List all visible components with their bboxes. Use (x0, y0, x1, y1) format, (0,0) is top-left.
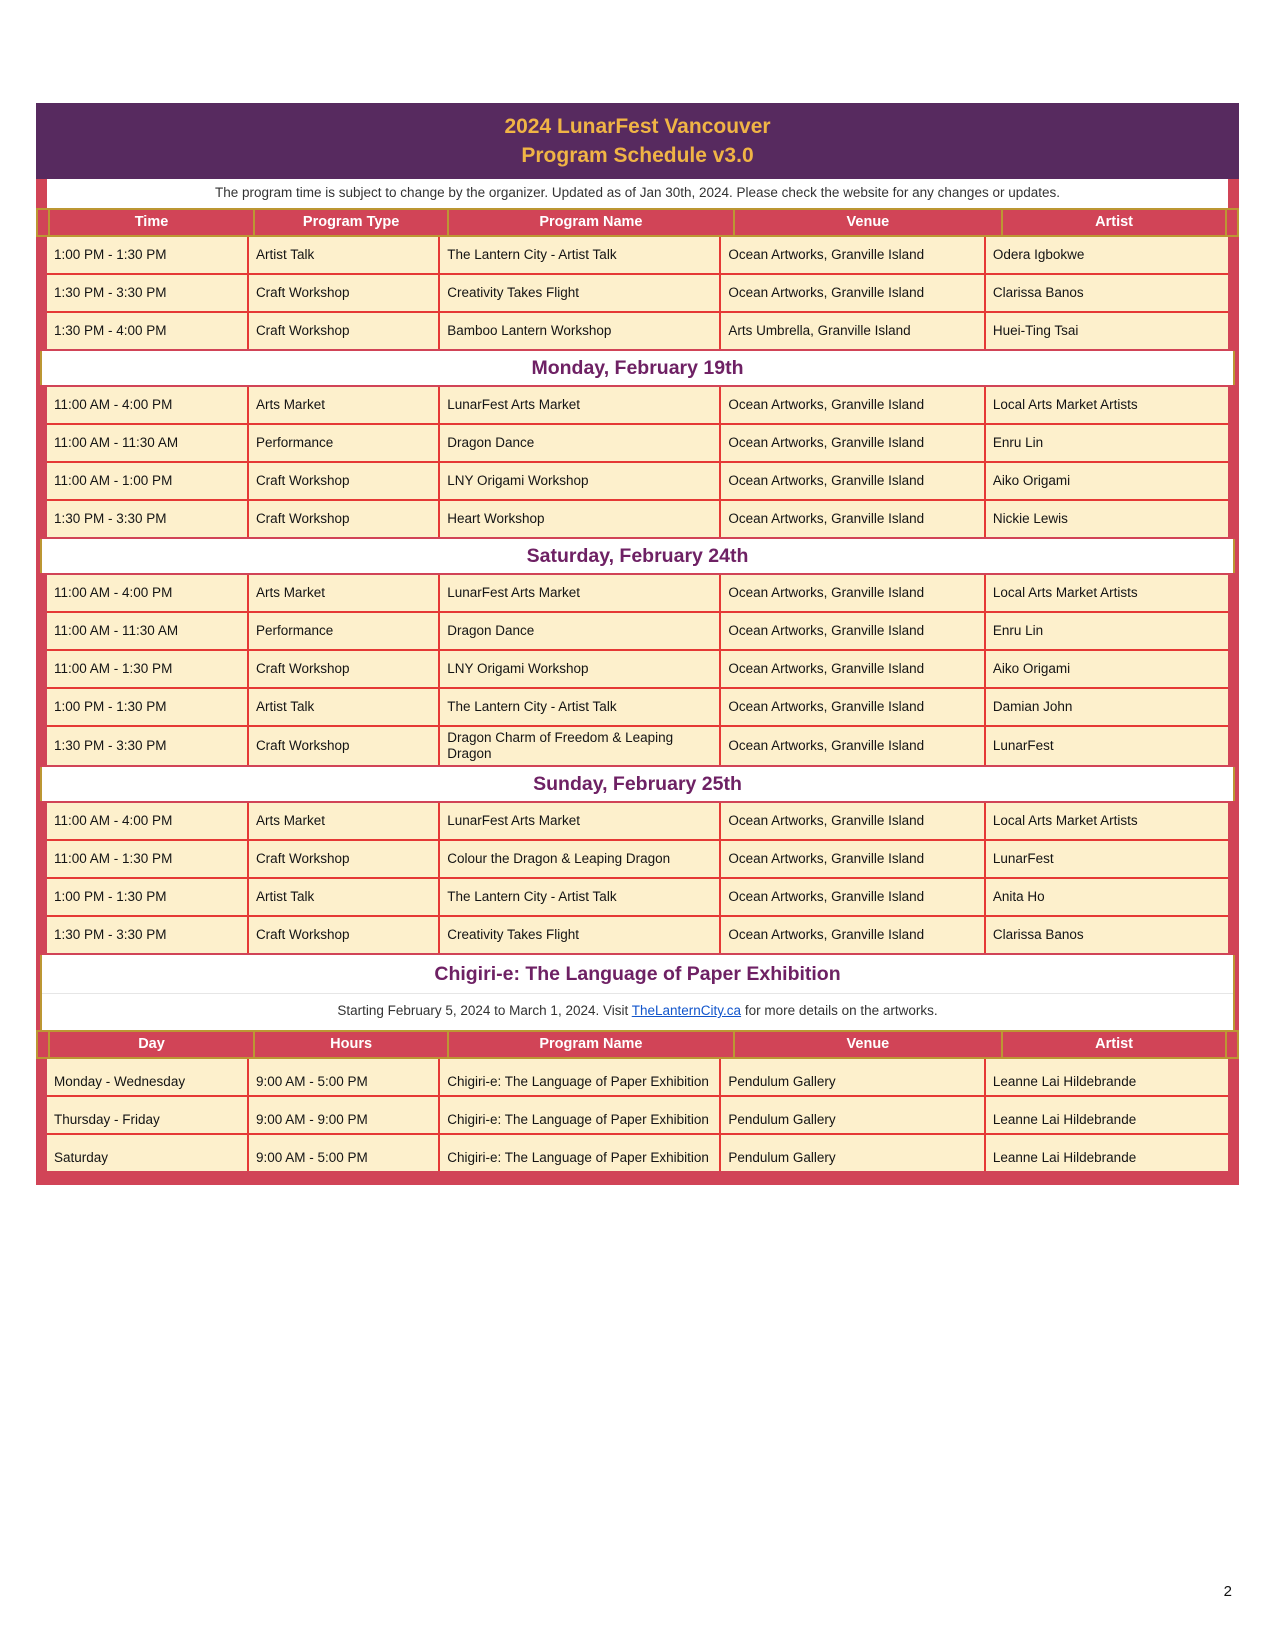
cell-hours-text: 9:00 AM - 5:00 PM (255, 1150, 368, 1165)
cell-program-name (440, 651, 721, 687)
cell-program-type (249, 501, 440, 537)
exhibition-section (40, 955, 1235, 1030)
cell-time (47, 841, 249, 877)
cell-day-text: Thursday - Friday (54, 1112, 160, 1127)
table-row (47, 1059, 1228, 1095)
cell-artist-text: Odera Igbokwe (992, 247, 1085, 262)
table-row (47, 575, 1228, 611)
exhibition-note (42, 994, 1233, 1030)
cell-program-name-text: Creativity Takes Flight (447, 285, 580, 300)
cell-program-type-text: Craft Workshop (255, 927, 350, 942)
cell-program-name (440, 689, 721, 725)
cell-artist-text: Nickie Lewis (992, 511, 1068, 526)
cell-program-type (249, 275, 440, 311)
cell-venue-text: Ocean Artworks, Granville Island (728, 813, 925, 828)
cell-venue (721, 803, 986, 839)
cell-time-text: 1:30 PM - 3:30 PM (54, 927, 167, 942)
cell-venue (721, 917, 986, 953)
cell-venue-text: Ocean Artworks, Granville Island (728, 927, 925, 942)
cell-program-name-text: The Lantern City - Artist Talk (447, 889, 617, 904)
cell-program-type (249, 803, 440, 839)
cell-venue-text: Ocean Artworks, Granville Island (728, 699, 925, 714)
date-section-header (40, 539, 1235, 573)
schedule-change-note: The program time is subject to change by the organizer. Updated as of Jan 30th, 2024. Please check the website for any changes or updates. (47, 179, 1228, 208)
cell-program-name (440, 727, 721, 765)
cell-time-text: 11:00 AM - 1:30 PM (54, 661, 173, 676)
date-section-header (40, 351, 1235, 385)
cell-artist (986, 1059, 1228, 1095)
cell-program-name (440, 841, 721, 877)
cell-hours (249, 1135, 440, 1171)
cell-program-name (440, 237, 721, 273)
cell-time-text: 11:00 AM - 1:30 PM (54, 851, 173, 866)
cell-artist (986, 689, 1228, 725)
cell-day (47, 1097, 249, 1133)
cell-program-type-text: Craft Workshop (255, 851, 350, 866)
cell-artist (986, 237, 1228, 273)
cell-artist (986, 463, 1228, 499)
cell-venue-text: Ocean Artworks, Granville Island (728, 889, 925, 904)
cell-time-text: 11:00 AM - 4:00 PM (54, 813, 173, 828)
column-header: Time (50, 210, 255, 235)
table-row (47, 725, 1228, 765)
cell-hours (249, 1059, 440, 1095)
cell-venue-text: Ocean Artworks, Granville Island (728, 285, 925, 300)
cell-time (47, 425, 249, 461)
cell-time (47, 613, 249, 649)
cell-artist (986, 613, 1228, 649)
cell-venue-text: Ocean Artworks, Granville Island (728, 511, 925, 526)
cell-day-text: Monday - Wednesday (54, 1074, 186, 1089)
cell-artist-text: LunarFest (992, 738, 1054, 753)
cell-program-type-text: Performance (255, 623, 334, 638)
cell-time (47, 237, 249, 273)
cell-time (47, 727, 249, 765)
cell-program-type-text: Craft Workshop (255, 473, 350, 488)
table-row (47, 1095, 1228, 1133)
column-header: Hours (255, 1032, 449, 1057)
cell-artist (986, 1135, 1228, 1171)
cell-program-name-text: Chigiri-e: The Language of Paper Exhibition (447, 1112, 709, 1127)
cell-program-name (440, 575, 721, 611)
cell-time-text: 1:30 PM - 3:30 PM (54, 285, 167, 300)
cell-venue (721, 651, 986, 687)
header-edge-spacer (38, 1032, 50, 1057)
cell-venue (721, 275, 986, 311)
header-edge-spacer (1225, 210, 1237, 235)
cell-venue (721, 689, 986, 725)
cell-artist-text: Huei-Ting Tsai (992, 323, 1079, 338)
cell-artist (986, 1097, 1228, 1133)
cell-program-name (440, 313, 721, 349)
exhibition-table-header-row (36, 1030, 1239, 1059)
schedule-table-header-row (36, 208, 1239, 237)
cell-artist (986, 803, 1228, 839)
cell-artist-text: Local Arts Market Artists (992, 585, 1138, 600)
cell-time-text: 11:00 AM - 11:30 AM (54, 435, 179, 450)
cell-time (47, 651, 249, 687)
cell-program-name (440, 275, 721, 311)
date-section-label: Sunday, February 25th (533, 772, 742, 795)
cell-artist-text: Damian John (992, 699, 1073, 714)
cell-venue-text: Ocean Artworks, Granville Island (728, 247, 925, 262)
cell-program-type-text: Craft Workshop (255, 285, 350, 300)
cell-time-text: 1:30 PM - 4:00 PM (54, 323, 167, 338)
cell-program-name (440, 879, 721, 915)
cell-program-type (249, 651, 440, 687)
table-row (47, 423, 1228, 461)
table-row (47, 1133, 1228, 1171)
cell-venue (721, 841, 986, 877)
schedule-table-body (36, 237, 1239, 953)
cell-program-type (249, 841, 440, 877)
cell-venue (721, 237, 986, 273)
cell-program-name (440, 1097, 721, 1133)
cell-time-text: 11:00 AM - 4:00 PM (54, 585, 173, 600)
cell-artist-text: Clarissa Banos (992, 927, 1084, 942)
cell-artist (986, 275, 1228, 311)
exhibition-note-suffix: for more details on the artworks. (741, 1003, 938, 1018)
cell-program-type-text: Craft Workshop (255, 661, 350, 676)
cell-program-name-text: Bamboo Lantern Workshop (447, 323, 612, 338)
cell-program-name (440, 1059, 721, 1095)
table-row (47, 611, 1228, 649)
cell-time-text: 1:00 PM - 1:30 PM (54, 699, 167, 714)
cell-hours-text: 9:00 AM - 9:00 PM (255, 1112, 368, 1127)
cell-program-type-text: Artist Talk (255, 247, 315, 262)
cell-program-name (440, 425, 721, 461)
cell-venue (721, 1059, 986, 1095)
table-row (47, 461, 1228, 499)
cell-artist-text: Leanne Lai Hildebrande (992, 1074, 1137, 1089)
cell-program-name-text: LNY Origami Workshop (447, 473, 589, 488)
cell-venue (721, 727, 986, 765)
cell-artist-text: Aiko Origami (992, 661, 1071, 676)
cell-venue (721, 501, 986, 537)
cell-venue-text: Pendulum Gallery (728, 1112, 836, 1127)
cell-program-name (440, 803, 721, 839)
cell-artist-text: Enru Lin (992, 623, 1044, 638)
cell-time (47, 575, 249, 611)
cell-venue-text: Ocean Artworks, Granville Island (728, 851, 925, 866)
column-header: Program Type (255, 210, 449, 235)
column-header: Program Name (449, 210, 734, 235)
cell-venue (721, 425, 986, 461)
table-row (47, 839, 1228, 877)
table-row (47, 237, 1228, 273)
document-header (36, 103, 1239, 179)
cell-program-name-text: Dragon Charm of Freedom & Leaping Dragon (447, 730, 674, 761)
header-edge-spacer (38, 210, 50, 235)
cell-time (47, 689, 249, 725)
cell-venue-text: Pendulum Gallery (728, 1074, 836, 1089)
cell-artist (986, 501, 1228, 537)
cell-program-name (440, 917, 721, 953)
cell-program-name-text: Chigiri-e: The Language of Paper Exhibition (447, 1150, 709, 1165)
cell-venue-text: Ocean Artworks, Granville Island (728, 585, 925, 600)
cell-artist-text: Leanne Lai Hildebrande (992, 1150, 1137, 1165)
cell-program-type (249, 727, 440, 765)
cell-program-type-text: Arts Market (255, 397, 325, 412)
cell-program-type-text: Artist Talk (255, 699, 315, 714)
cell-program-type-text: Arts Market (255, 813, 325, 828)
table-row (47, 649, 1228, 687)
cell-program-name-text: LunarFest Arts Market (447, 585, 581, 600)
table-row (47, 499, 1228, 537)
cell-program-type (249, 387, 440, 423)
program-schedule-document (36, 103, 1239, 1185)
cell-program-name-text: Colour the Dragon & Leaping Dragon (447, 851, 671, 866)
cell-hours-text: 9:00 AM - 5:00 PM (255, 1074, 368, 1089)
cell-program-name-text: LunarFest Arts Market (447, 397, 581, 412)
cell-hours (249, 1097, 440, 1133)
cell-artist (986, 917, 1228, 953)
cell-artist (986, 575, 1228, 611)
document-title-line1: 2024 LunarFest Vancouver (504, 115, 771, 138)
cell-day-text: Saturday (54, 1150, 109, 1165)
cell-venue-text: Ocean Artworks, Granville Island (728, 473, 925, 488)
cell-venue-text: Ocean Artworks, Granville Island (728, 623, 925, 638)
column-header: Artist (1095, 1036, 1134, 1052)
lantern-city-link[interactable]: TheLanternCity.ca (631, 1003, 742, 1018)
cell-program-type-text: Artist Talk (255, 889, 315, 904)
cell-time (47, 463, 249, 499)
cell-program-name (440, 1135, 721, 1171)
exhibition-table-body (36, 1059, 1239, 1171)
date-section-label: Saturday, February 24th (526, 544, 749, 567)
cell-program-name (440, 501, 721, 537)
column-header: Program Name (449, 1032, 734, 1057)
schedule-table-shell (36, 179, 1239, 1185)
exhibition-heading: Chigiri-e: The Language of Paper Exhibition (42, 955, 1233, 994)
cell-program-name-text: Dragon Dance (447, 435, 535, 450)
cell-program-type (249, 917, 440, 953)
cell-artist (986, 425, 1228, 461)
cell-program-name (440, 613, 721, 649)
cell-venue-text: Ocean Artworks, Granville Island (728, 661, 925, 676)
cell-artist-text: Aiko Origami (992, 473, 1071, 488)
cell-venue (721, 575, 986, 611)
cell-artist-text: Enru Lin (992, 435, 1044, 450)
column-header: Day (50, 1032, 255, 1057)
cell-program-type (249, 879, 440, 915)
cell-program-type (249, 463, 440, 499)
column-header: Artist (1095, 214, 1134, 230)
cell-program-name-text: Dragon Dance (447, 623, 535, 638)
cell-venue (721, 879, 986, 915)
table-row (47, 687, 1228, 725)
page-number: 2 (1223, 1583, 1232, 1600)
cell-time (47, 387, 249, 423)
cell-program-name-text: LunarFest Arts Market (447, 813, 581, 828)
cell-time-text: 1:00 PM - 1:30 PM (54, 889, 167, 904)
cell-artist-text: Local Arts Market Artists (992, 813, 1138, 828)
cell-time (47, 313, 249, 349)
cell-time-text: 11:00 AM - 11:30 AM (54, 623, 179, 638)
cell-venue-text: Ocean Artworks, Granville Island (728, 738, 925, 753)
cell-venue-text: Arts Umbrella, Granville Island (728, 323, 911, 338)
cell-time-text: 1:30 PM - 3:30 PM (54, 738, 167, 753)
cell-program-name-text: The Lantern City - Artist Talk (447, 699, 617, 714)
cell-program-name-text: Heart Workshop (447, 511, 545, 526)
cell-program-name (440, 463, 721, 499)
cell-venue-text: Ocean Artworks, Granville Island (728, 435, 925, 450)
table-row (47, 803, 1228, 839)
cell-artist (986, 841, 1228, 877)
cell-program-name (440, 387, 721, 423)
cell-artist-text: Anita Ho (992, 889, 1045, 904)
cell-time-text: 11:00 AM - 4:00 PM (54, 397, 173, 412)
table-row (47, 877, 1228, 915)
cell-artist (986, 313, 1228, 349)
cell-artist (986, 879, 1228, 915)
cell-program-type-text: Craft Workshop (255, 323, 350, 338)
cell-venue-text: Ocean Artworks, Granville Island (728, 397, 925, 412)
cell-venue (721, 1135, 986, 1171)
cell-time (47, 275, 249, 311)
cell-artist (986, 651, 1228, 687)
table-row (47, 311, 1228, 349)
cell-artist (986, 387, 1228, 423)
cell-program-type (249, 613, 440, 649)
cell-artist-text: Local Arts Market Artists (992, 397, 1138, 412)
cell-program-name-text: Chigiri-e: The Language of Paper Exhibition (447, 1074, 709, 1089)
cell-time-text: 1:00 PM - 1:30 PM (54, 247, 167, 262)
cell-artist-text: Clarissa Banos (992, 285, 1084, 300)
cell-program-name-text: Creativity Takes Flight (447, 927, 580, 942)
cell-venue (721, 613, 986, 649)
header-edge-spacer (1225, 1032, 1237, 1057)
cell-time-text: 11:00 AM - 1:00 PM (54, 473, 173, 488)
cell-time-text: 1:30 PM - 3:30 PM (54, 511, 167, 526)
cell-program-type-text: Craft Workshop (255, 511, 350, 526)
cell-venue (721, 387, 986, 423)
cell-program-type (249, 425, 440, 461)
date-section-label: Monday, February 19th (531, 356, 744, 379)
column-header: Venue (735, 1032, 1004, 1057)
cell-program-type (249, 313, 440, 349)
cell-program-type-text: Performance (255, 435, 334, 450)
cell-venue-text: Pendulum Gallery (728, 1150, 836, 1165)
cell-program-name-text: The Lantern City - Artist Talk (447, 247, 617, 262)
table-row (47, 273, 1228, 311)
cell-venue (721, 313, 986, 349)
cell-artist (986, 727, 1228, 765)
table-row (47, 387, 1228, 423)
column-header: Venue (735, 210, 1004, 235)
cell-time (47, 803, 249, 839)
cell-program-type-text: Craft Workshop (255, 738, 350, 753)
cell-artist-text: Leanne Lai Hildebrande (992, 1112, 1137, 1127)
exhibition-note-prefix: Starting February 5, 2024 to March 1, 2024. Visit (337, 1003, 632, 1018)
cell-time (47, 879, 249, 915)
cell-program-type (249, 689, 440, 725)
cell-program-name-text: LNY Origami Workshop (447, 661, 589, 676)
cell-program-type (249, 575, 440, 611)
cell-venue (721, 1097, 986, 1133)
cell-time (47, 917, 249, 953)
cell-day (47, 1135, 249, 1171)
document-title-line2: Program Schedule v3.0 (521, 144, 754, 167)
cell-time (47, 501, 249, 537)
cell-day (47, 1059, 249, 1095)
date-section-header (40, 767, 1235, 801)
cell-program-type (249, 237, 440, 273)
table-row (47, 915, 1228, 953)
cell-artist-text: LunarFest (992, 851, 1054, 866)
cell-program-type-text: Arts Market (255, 585, 325, 600)
cell-venue (721, 463, 986, 499)
